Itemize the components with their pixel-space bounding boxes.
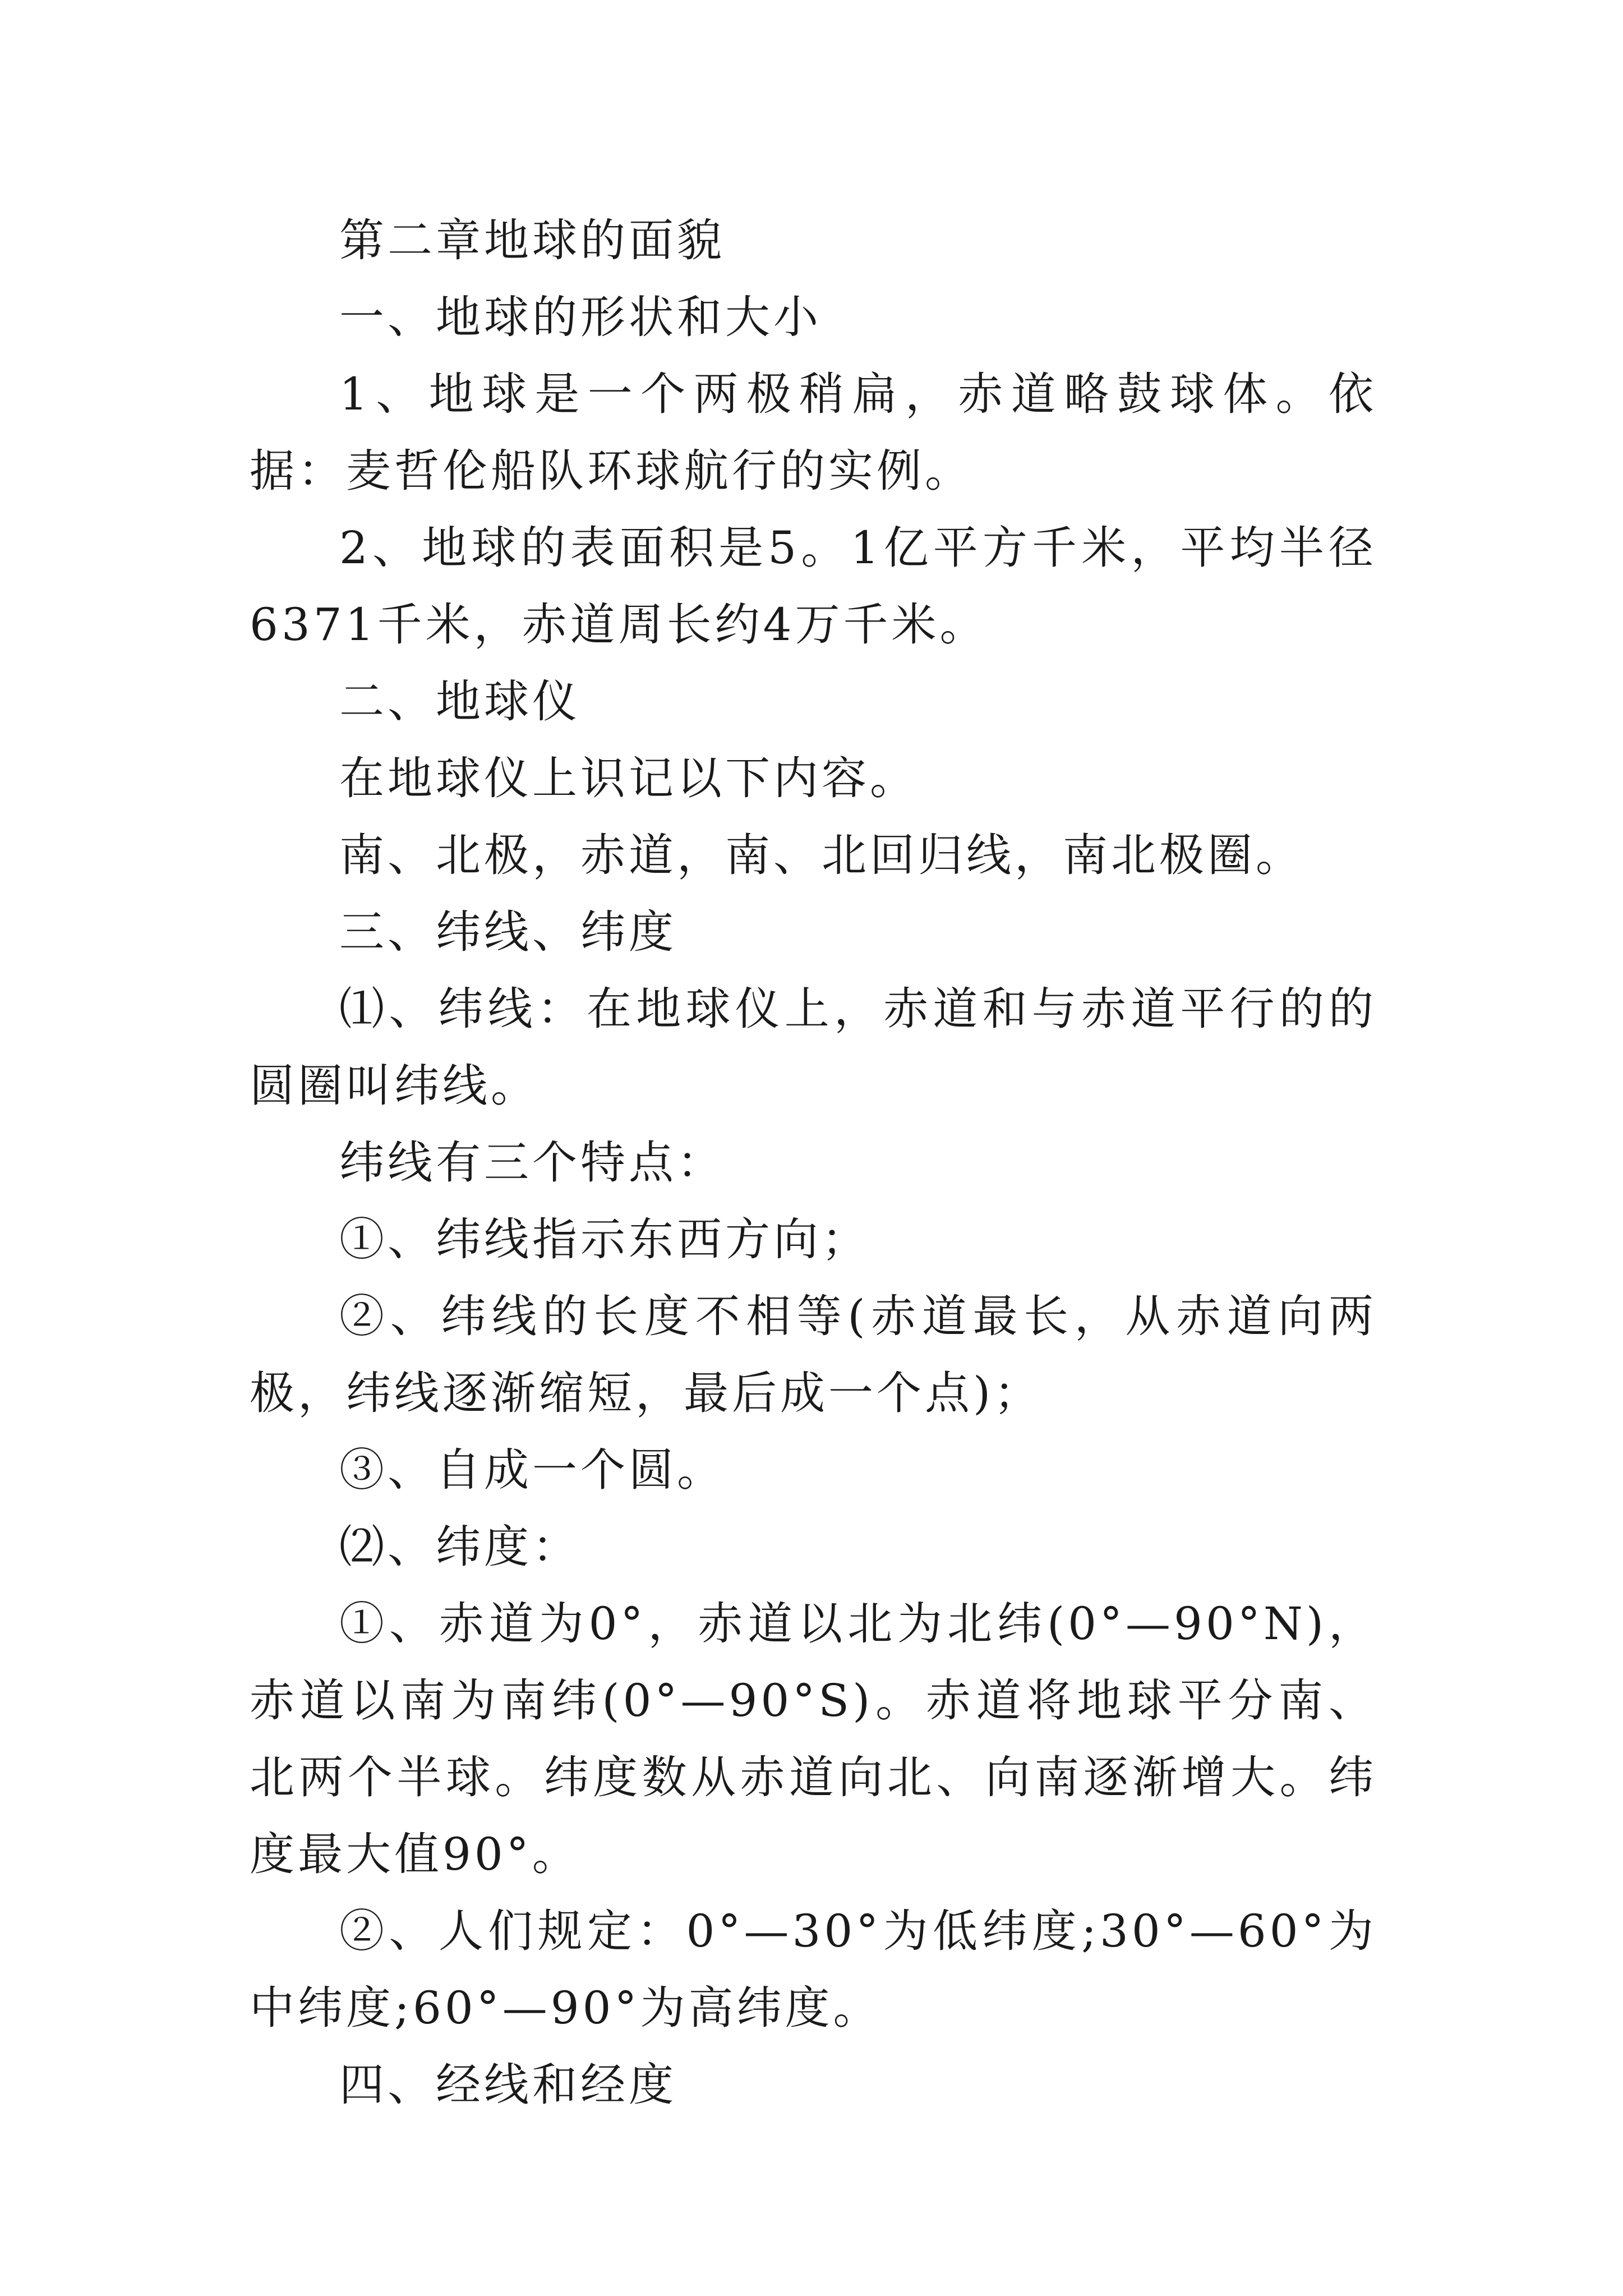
chapter-title: 第二章地球的面貌 — [339, 214, 725, 266]
list-item: ②、人们规定：0°—30°为低纬度;30°—60°为中纬度;60°—90°为高纬度。 — [250, 1905, 1377, 2034]
paragraph: 纬线有三个特点： — [339, 1137, 725, 1189]
section-heading: 二、地球仪 — [339, 675, 580, 728]
paragraph: ⑵、纬度： — [339, 1521, 580, 1573]
list-item: ①、赤道为0°，赤道以北为北纬(0°—90°N)，赤道以南为南纬(0°—90°S)。赤道将地球平分南、北两个半球。纬度数从赤道向北、向南逐渐增大。纬度最大值90°。 — [250, 1598, 1377, 1880]
paragraph: ⑴、纬线：在地球仪上，赤道和与赤道平行的的圆圈叫纬线。 — [250, 983, 1377, 1112]
paragraph: 在地球仪上识记以下内容。 — [339, 752, 918, 804]
list-item: ②、纬线的长度不相等(赤道最长，从赤道向两极，纬线逐渐缩短，最后成一个点)； — [250, 1290, 1377, 1419]
list-item: ①、纬线指示东西方向； — [339, 1213, 870, 1266]
list-item: ③、自成一个圆。 — [339, 1444, 725, 1496]
section-heading: 三、纬线、纬度 — [339, 906, 677, 958]
section-heading: 四、经线和经度 — [339, 2059, 677, 2111]
paragraph: 南、北极，赤道，南、北回归线，南北极圈。 — [339, 829, 1304, 881]
paragraph: 1、地球是一个两极稍扁，赤道略鼓球体。依据：麦哲伦船队环球航行的实例。 — [250, 368, 1377, 497]
paragraph: 2、地球的表面积是5。1亿平方千米，平均半径6371千米，赤道周长约4万千米。 — [250, 522, 1377, 651]
document-body — [250, 202, 1377, 2123]
section-heading: 一、地球的形状和大小 — [339, 291, 822, 343]
